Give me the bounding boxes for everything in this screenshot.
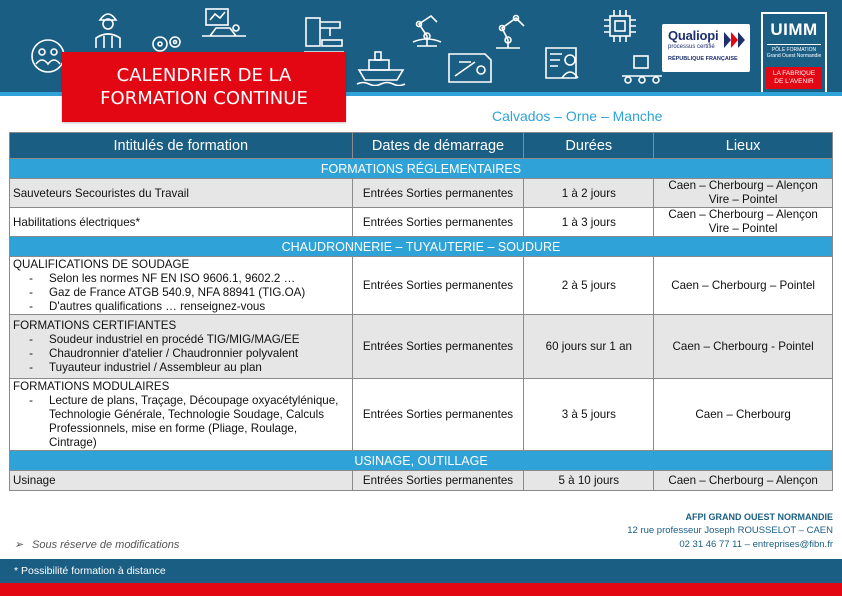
- course-locations: Caen – Cherbourg: [654, 379, 833, 451]
- course-dates: Entrées Sorties permanentes: [352, 379, 524, 451]
- course-duration: 1 à 3 jours: [524, 208, 654, 237]
- conveyor-icon: [618, 52, 666, 90]
- course-name: Habilitations électriques*: [10, 208, 353, 237]
- qualiopi-subtitle: processus certifié: [668, 44, 715, 50]
- uimm-tagline: [766, 67, 822, 89]
- list-item: - Tuyauteur industriel / Assembleur au plan: [13, 361, 352, 375]
- table-row: [10, 379, 833, 451]
- reserve-note-text: Sous réserve de modifications: [32, 539, 180, 551]
- list-item-text: Tuyauteur industriel / Assembleur au plan: [49, 360, 262, 374]
- list-item-text: Selon les normes NF EN ISO 9606.1, 9602.2 …: [49, 271, 296, 285]
- course-name: Sauveteurs Secouristes du Travail: [10, 179, 353, 208]
- list-item-text: D'autres qualifications … renseignez-vous: [49, 299, 266, 313]
- list-item: - Soudeur industriel en procédé TIG/MIG/MAG/EE: [13, 333, 352, 347]
- table-row: [10, 315, 833, 379]
- engineer-icon: [540, 44, 586, 88]
- machine-tool-icon: [300, 12, 348, 56]
- qualiopi-name: Qualiopi: [668, 28, 719, 43]
- list-item-text: Gaz de France ATGB 540.9, NFA 88941 (TIG.OA): [49, 285, 306, 299]
- uimm-divider: [767, 44, 821, 45]
- course-locations: Caen – Cherbourg – Pointel: [654, 257, 833, 315]
- qualiopi-republic: RÉPUBLIQUE FRANÇAISE: [668, 56, 738, 62]
- course-locations: Caen – Cherbourg – Alençon: [654, 471, 833, 491]
- course-duration: 60 jours sur 1 an: [524, 315, 654, 379]
- region-subtitle: Calvados – Orne – Manche: [492, 108, 663, 124]
- welding-screen-icon: [200, 6, 248, 48]
- footnote-bar: [0, 559, 842, 583]
- section-title: FORMATIONS RÉGLEMENTAIRES: [10, 159, 833, 179]
- course-dates: Entrées Sorties permanentes: [352, 471, 524, 491]
- course-block: [10, 315, 353, 379]
- course-dates: Entrées Sorties permanentes: [352, 208, 524, 237]
- contact-block: [627, 510, 833, 552]
- locations-line2: Vire – Pointel: [708, 193, 778, 206]
- course-name: FORMATIONS MODULAIRES: [13, 379, 170, 393]
- uimm-pole-line1: PÔLE FORMATION: [771, 47, 817, 53]
- uimm-name: UIMM: [770, 20, 818, 39]
- ship-icon: [355, 46, 407, 86]
- table-header-row: [10, 133, 833, 159]
- course-name: FORMATIONS CERTIFIANTES: [13, 318, 177, 332]
- contact-address: 12 rue professeur Joseph ROUSSELOT – CAEN: [627, 525, 833, 536]
- locations-line1: Caen – Cherbourg – Alençon: [668, 208, 818, 221]
- course-locations: Caen – Cherbourg - Pointel: [654, 315, 833, 379]
- course-name: Usinage: [10, 471, 353, 491]
- footnote-text: * Possibilité formation à distance: [14, 565, 166, 577]
- course-block: [10, 257, 353, 315]
- page-title: [62, 52, 346, 122]
- qualiopi-arrows-icon: [724, 32, 746, 48]
- locations-line1: Caen – Cherbourg – Alençon: [668, 179, 818, 192]
- reserve-note: [14, 538, 179, 551]
- course-duration: 3 à 5 jours: [524, 379, 654, 451]
- course-locations: [654, 179, 833, 208]
- list-item: - D'autres qualifications … renseignez-vous: [13, 300, 352, 314]
- blueprint-icon: [445, 48, 495, 86]
- list-item: - Lecture de plans, Traçage, Découpage oxyacétylénique, Technologie Générale, Technologie Soudage, Calculs Professionnels, mise en forme (Pliage, Roulage, Cintrage): [13, 394, 352, 450]
- section-row: [10, 451, 833, 471]
- list-item-text: Soudeur industriel en procédé TIG/MIG/MAG/EE: [49, 332, 300, 346]
- bottom-red-stripe: [0, 583, 842, 596]
- table-row: [10, 257, 833, 315]
- contact-phone-email: 02 31 46 77 11 – entreprises@fibn.fr: [679, 539, 833, 550]
- training-calendar-table: [9, 132, 833, 491]
- arrow-bullet-icon: ➢: [14, 539, 24, 551]
- table-row: [10, 471, 833, 491]
- header-intitules: Intitulés de formation: [10, 133, 353, 159]
- robot-arm-icon: [490, 6, 534, 52]
- course-duration: 2 à 5 jours: [524, 257, 654, 315]
- table-row: [10, 208, 833, 237]
- table-row: [10, 179, 833, 208]
- section-title: USINAGE, OUTILLAGE: [10, 451, 833, 471]
- course-locations: [654, 208, 833, 237]
- course-duration: 5 à 10 jours: [524, 471, 654, 491]
- course-duration: 1 à 2 jours: [524, 179, 654, 208]
- header-lieux: Lieux: [654, 133, 833, 159]
- section-row: [10, 237, 833, 257]
- header-dates: Dates de démarrage: [352, 133, 524, 159]
- qualiopi-logo: [662, 24, 750, 72]
- uimm-tagline-line1: LA FABRIQUE: [772, 70, 816, 77]
- contact-org: AFPI GRAND OUEST NORMANDIE: [685, 512, 833, 522]
- uimm-tagline-line2: DE L'AVENIR: [774, 78, 814, 85]
- uimm-pole-line2: Grand Ouest Normandie: [766, 53, 822, 59]
- list-item: - Chaudronnier d'atelier / Chaudronnier polyvalent: [13, 347, 352, 361]
- uimm-logo: [761, 12, 827, 94]
- list-item-text: Lecture de plans, Traçage, Découpage oxyacétylénique, Technologie Générale, Technologie Soudage, Calculs Professionnels, mise en forme (Pliage, Roulage, Cintrage): [49, 393, 339, 449]
- course-dates: Entrées Sorties permanentes: [352, 179, 524, 208]
- page-title-line1: CALENDRIER DE LA: [116, 65, 292, 86]
- list-item: - Gaz de France ATGB 540.9, NFA 88941 (TIG.OA): [13, 286, 352, 300]
- course-name: QUALIFICATIONS DE SOUDAGE: [13, 257, 190, 271]
- course-dates: Entrées Sorties permanentes: [352, 315, 524, 379]
- page-title-line2: FORMATION CONTINUE: [100, 88, 308, 109]
- course-dates: Entrées Sorties permanentes: [352, 257, 524, 315]
- worker-icon: [90, 6, 126, 50]
- locations-line2: Vire – Pointel: [708, 222, 778, 235]
- course-block: [10, 379, 353, 451]
- header-durees: Durées: [524, 133, 654, 159]
- section-row: [10, 159, 833, 179]
- list-item: - Selon les normes NF EN ISO 9606.1, 9602.2 …: [13, 272, 352, 286]
- list-item-text: Chaudronnier d'atelier / Chaudronnier polyvalent: [49, 346, 299, 360]
- industrial-robot-icon: [405, 6, 449, 50]
- section-title: CHAUDRONNERIE – TUYAUTERIE – SOUDURE: [10, 237, 833, 257]
- microchip-icon: [600, 6, 640, 46]
